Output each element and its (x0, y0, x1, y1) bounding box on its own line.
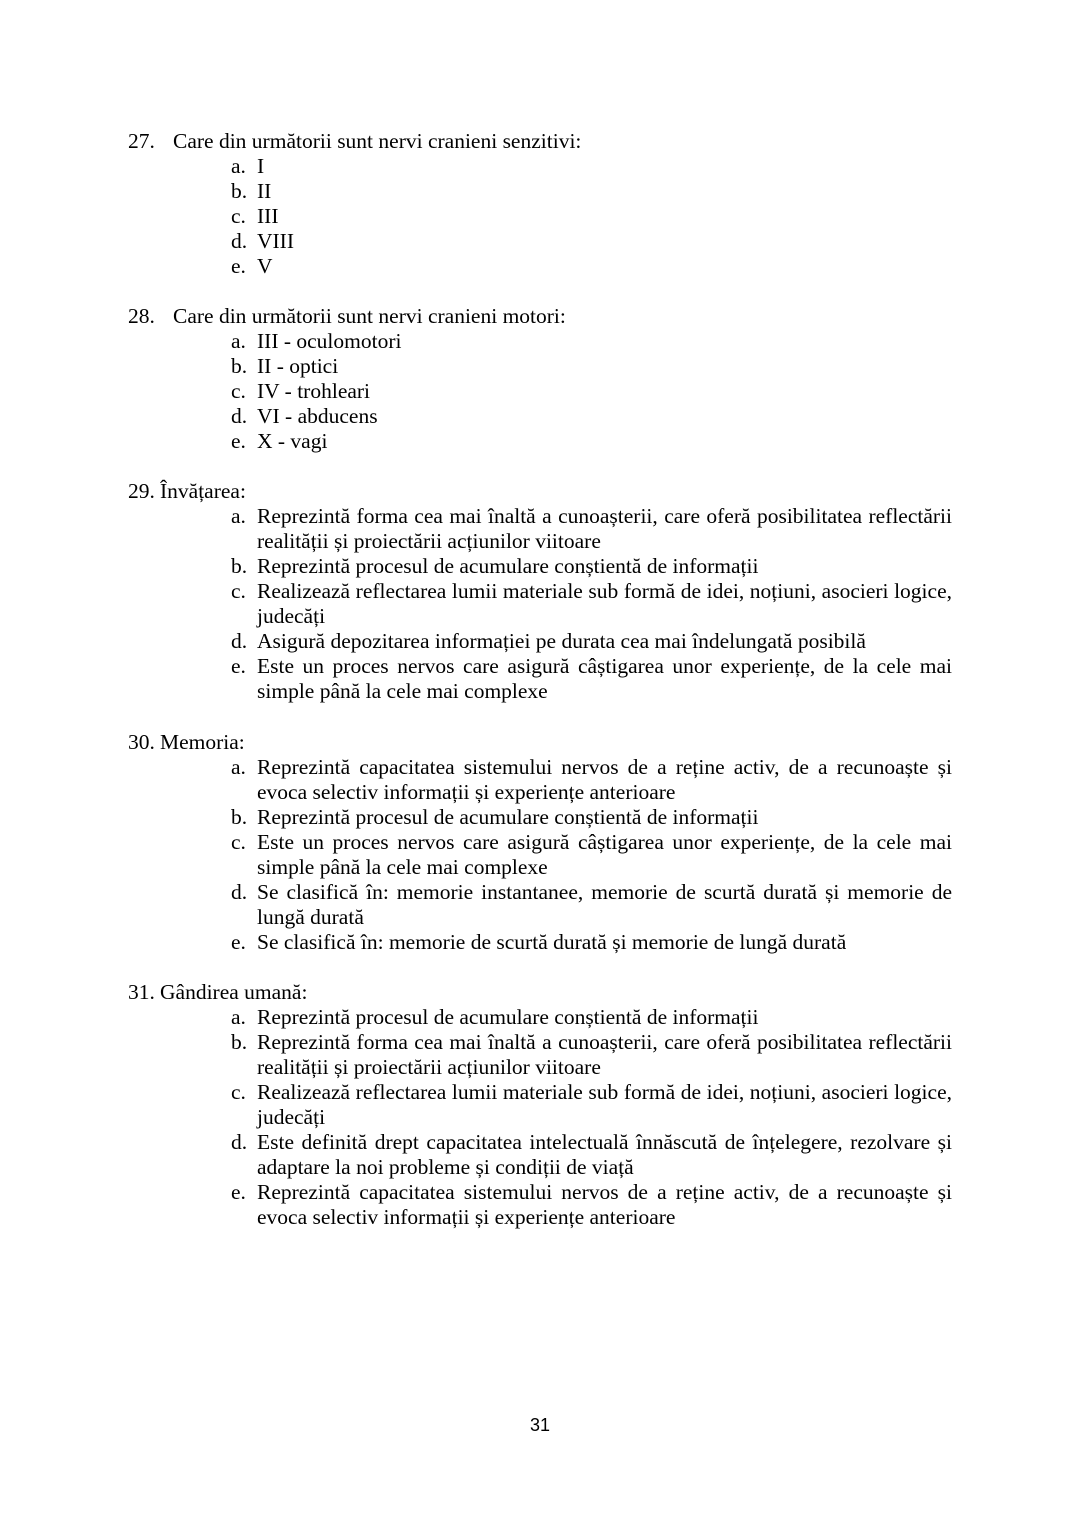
option-item (128, 404, 952, 429)
option-text: V (257, 254, 273, 278)
question-number: 27. (128, 129, 155, 153)
option-letter: a. (231, 504, 246, 528)
option-item (128, 204, 952, 229)
question-30 (128, 730, 952, 955)
question-title (128, 129, 952, 154)
option-letter: c. (231, 579, 246, 603)
option-item (128, 830, 952, 880)
page-number: 31 (529, 1415, 551, 1435)
option-text: X - vagi (257, 429, 328, 453)
option-text: III - oculomotori (257, 329, 402, 353)
option-text: Este un proces nervos care asigură câștigarea unor experiențe, de la cele mai simple până la cele mai complexe (257, 830, 952, 879)
option-letter: c. (231, 1080, 246, 1104)
option-text: Reprezintă procesul de acumulare conștientă de informații (257, 1005, 759, 1029)
option-letter: a. (231, 1005, 246, 1029)
option-text: Reprezintă capacitatea sistemului nervos de a reține activ, de a recunoaște și evoca selectiv informații și experiențe anterioare (257, 1180, 952, 1229)
option-text: Reprezintă procesul de acumulare conștientă de informații (257, 805, 759, 829)
option-list (128, 329, 952, 454)
option-letter: d. (231, 229, 248, 253)
option-item (128, 805, 952, 830)
option-text: Se clasifică în: memorie instantanee, memorie de scurtă durată și memorie de lungă durată (257, 880, 952, 929)
option-text: Reprezintă forma cea mai înaltă a cunoașterii, care oferă posibilitatea reflectării realității și proiectării acțiunilor viitoare (257, 1030, 952, 1079)
option-list (128, 1005, 952, 1230)
option-item (128, 880, 952, 930)
option-text: Realizează reflectarea lumii materiale sub formă de idei, noțiuni, asocieri logice, judecăți (257, 579, 952, 628)
option-letter: e. (231, 654, 246, 678)
option-letter: d. (231, 1130, 248, 1154)
question-title (128, 730, 952, 755)
option-text: Asigură depozitarea informației pe durata cea mai îndelungată posibilă (257, 629, 866, 653)
question-29 (128, 479, 952, 704)
question-prompt: Care din următorii sunt nervi cranieni senzitivi: (173, 129, 582, 153)
option-item (128, 154, 952, 179)
option-item (128, 579, 952, 629)
option-item (128, 930, 952, 955)
option-item (128, 629, 952, 654)
question-31 (128, 980, 952, 1230)
question-prompt: Gândirea umană: (160, 980, 308, 1004)
option-letter: e. (231, 254, 246, 278)
question-title (128, 479, 952, 504)
option-letter: c. (231, 379, 246, 403)
option-text: VI - abducens (257, 404, 378, 428)
option-list (128, 755, 952, 955)
option-letter: d. (231, 880, 248, 904)
question-prompt: Învățarea: (160, 479, 246, 503)
option-text: III (257, 204, 279, 228)
question-prompt: Care din următorii sunt nervi cranieni motori: (173, 304, 566, 328)
option-text: Reprezintă forma cea mai înaltă a cunoașterii, care oferă posibilitatea reflectării realității și proiectării acțiunilor viitoare (257, 504, 952, 553)
question-prompt: Memoria: (160, 730, 245, 754)
question-27 (128, 129, 952, 279)
option-text: Este un proces nervos care asigură câștigarea unor experiențe, de la cele mai simple până la cele mai complexe (257, 654, 952, 703)
option-item (128, 755, 952, 805)
option-item (128, 504, 952, 554)
question-number: 31. (128, 980, 155, 1004)
option-item (128, 554, 952, 579)
question-number: 30. (128, 730, 155, 754)
option-text: Se clasifică în: memorie de scurtă durată și memorie de lungă durată (257, 930, 847, 954)
option-item (128, 1180, 952, 1230)
option-item (128, 229, 952, 254)
option-text: Realizează reflectarea lumii materiale sub formă de idei, noțiuni, asocieri logice, judecăți (257, 1080, 952, 1129)
option-letter: d. (231, 629, 248, 653)
option-text: I (257, 154, 265, 178)
question-28 (128, 304, 952, 454)
option-text: Reprezintă procesul de acumulare conștientă de informații (257, 554, 759, 578)
option-letter: a. (231, 755, 246, 779)
option-text: II (257, 179, 272, 203)
option-letter: a. (231, 154, 246, 178)
question-number: 28. (128, 304, 155, 328)
option-text: IV - trohleari (257, 379, 371, 403)
option-letter: b. (231, 805, 248, 829)
option-text: Este definită drept capacitatea intelectuală înnăscută de înțelegere, rezolvare și adaptare la noi probleme și condiții de viață (257, 1130, 952, 1179)
question-number: 29. (128, 479, 155, 503)
question-title (128, 304, 952, 329)
option-item (128, 354, 952, 379)
question-title (128, 980, 952, 1005)
option-letter: e. (231, 930, 246, 954)
option-list (128, 154, 952, 279)
option-item (128, 329, 952, 354)
option-item (128, 179, 952, 204)
option-item (128, 429, 952, 454)
option-letter: a. (231, 329, 246, 353)
option-text: VIII (257, 229, 295, 253)
option-item (128, 654, 952, 704)
option-letter: b. (231, 554, 248, 578)
option-text: Reprezintă capacitatea sistemului nervos de a reține activ, de a recunoaște și evoca selectiv informații și experiențe anterioare (257, 755, 952, 804)
option-letter: e. (231, 1180, 246, 1204)
option-letter: d. (231, 404, 248, 428)
option-letter: b. (231, 354, 248, 378)
option-letter: b. (231, 1030, 248, 1054)
option-item (128, 1080, 952, 1130)
option-letter: c. (231, 830, 246, 854)
option-item (128, 254, 952, 279)
option-list (128, 504, 952, 704)
option-letter: b. (231, 179, 248, 203)
option-item (128, 1130, 952, 1180)
option-item (128, 379, 952, 404)
option-letter: c. (231, 204, 246, 228)
option-item (128, 1030, 952, 1080)
option-item (128, 1005, 952, 1030)
option-text: II - optici (257, 354, 339, 378)
option-letter: e. (231, 429, 246, 453)
